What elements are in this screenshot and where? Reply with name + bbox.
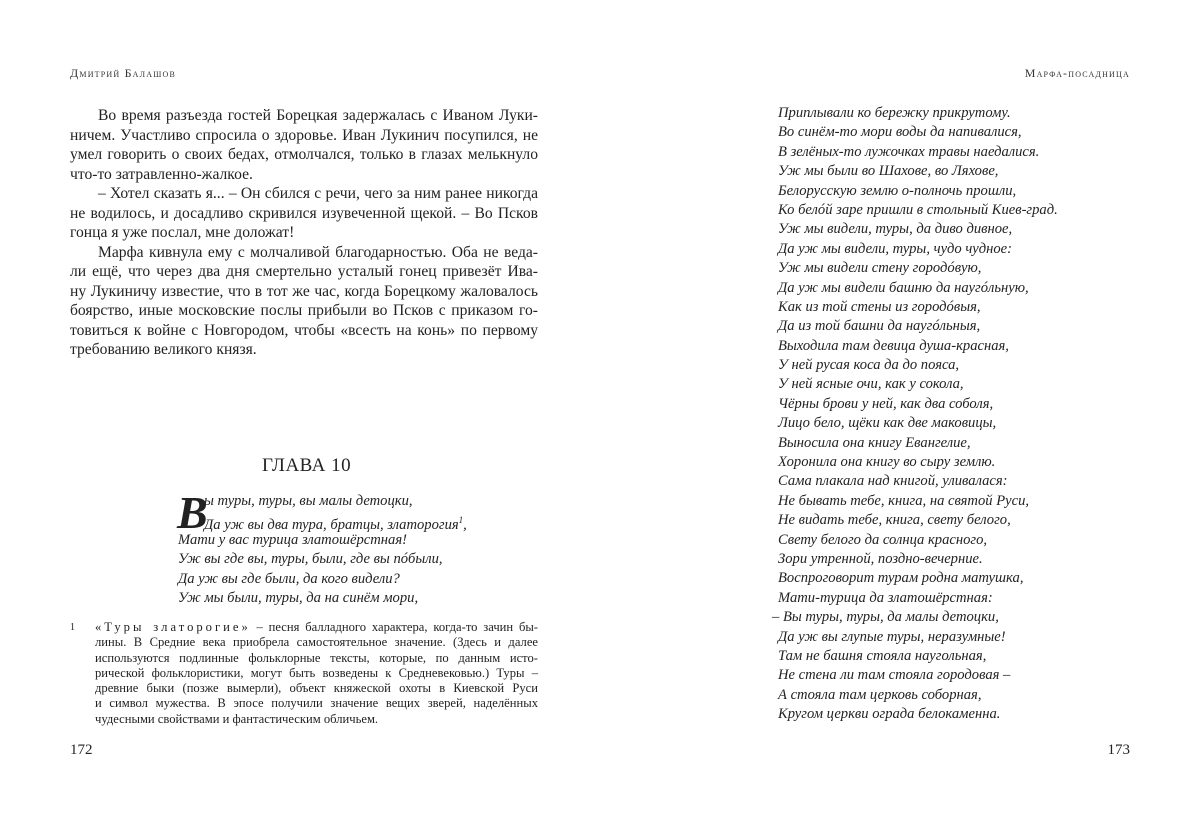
footnote-line: [95, 635, 538, 650]
verse-line: Уж мы видели, туры, да диво дивное,: [778, 221, 1013, 238]
verse-line: Сама плакала над книгой, уливалася:: [778, 473, 1008, 490]
verse-line: [178, 492, 467, 511]
verse-line: Мати-турица да златошёрстная:: [778, 589, 993, 606]
footnote-line: [95, 681, 538, 696]
footnote-line: [95, 696, 538, 711]
verse-line: Лицо бело, щёки как две маковицы,: [778, 415, 997, 432]
verse-line: У ней русая коса да до пояса,: [778, 357, 960, 374]
footnote-text: и символ мужества. В эпосе получили значение вещих зверей, наделённых: [95, 696, 538, 711]
verse-line: Да уж мы видели башню да наугóльную,: [778, 279, 1029, 296]
footnote-text: используются подлинные фольклорные тексты, которые, по данным исто-: [95, 650, 538, 665]
verse-line: [178, 589, 467, 608]
verse-line: Да из той башни да наугóльныя,: [778, 318, 981, 335]
footnote-line: [95, 712, 538, 727]
footnote-text: чудесными свойствами и фантастическим обличьем.: [95, 711, 379, 726]
verse-line: [178, 570, 467, 589]
verse-line: Уж мы видели стену городóвую,: [778, 260, 982, 277]
page-number: 172: [70, 742, 93, 758]
footnote-text: рической фольклористики, могут быть возведены к Средневековью.) Туры –: [95, 665, 538, 680]
prose-line: гонца я уже послал, мне доложат!: [70, 224, 295, 241]
footnote-marker: 1: [70, 622, 75, 633]
verse-line: – Вы туры, туры, да малы детоцки,: [772, 609, 999, 626]
running-head-title: Марфа-посадница: [1024, 66, 1130, 80]
running-head-author: Дмитрий Балашов: [70, 66, 177, 80]
verse-line: Хоронила она книгу во сыру землю.: [778, 454, 996, 471]
verse-text: ы туры, туры, вы малы детоцки,: [204, 493, 413, 509]
prose-line: ничем. Участливо спросила о здоровье. Иван Лукинич посупился, не: [70, 126, 538, 144]
prose-line: товиться к войне с Новгородом, чтобы «всесть на конь» по первому: [70, 321, 538, 339]
verse-line: Там не башня стояла наугольная,: [778, 647, 987, 664]
verse-line: Да уж мы видели, туры, чудо чудное:: [778, 240, 1012, 257]
verse-line: [178, 550, 467, 569]
prose-body: [70, 106, 538, 360]
chapter-title: ГЛАВА 10: [262, 455, 352, 476]
verse-line: Во синём-то мори воды да напивалися,: [778, 124, 1022, 141]
verse-line: Воспроговорит турам родна матушка,: [778, 570, 1024, 587]
verse-line: Белорусскую землю о-полночь прошли,: [778, 182, 1017, 199]
footnote-term: «Туры златорогие»: [95, 620, 251, 634]
verse-line: Как из той стены из городóвыя,: [778, 298, 981, 315]
verse-line: У ней ясные очи, как у сокола,: [778, 376, 964, 393]
verse-line: Свету белого да солнца красного,: [778, 531, 988, 548]
footnote-ref: 1: [458, 515, 464, 526]
right-page: [600, 0, 1200, 822]
footnote-text: лины. В Средние века приобрела самостоятельное значение. (Здесь и далее: [95, 635, 538, 650]
prose-line: ли ещё, что через два дня смертельно усталый гонец привезёт Ива-: [70, 263, 538, 280]
footnote-text: древние быки (позже вымерли), объект княжеской охоты в Киевской Руси: [95, 681, 538, 696]
verse-line: Не бывать тебе, книга, на святой Руси,: [778, 492, 1030, 509]
prose-line: не водилось, и досадливо скривился изувеченной щекой. – Во Псков: [70, 204, 538, 222]
verse-line: [178, 531, 467, 550]
page-number: 173: [1107, 742, 1130, 758]
footnote-line: [95, 666, 538, 681]
verse-line: Да уж вы глупые туры, неразумные!: [778, 628, 1006, 645]
verse-block: [772, 104, 1058, 725]
verse-line: Чёрны брови у ней, как два соболя,: [778, 395, 994, 412]
verse-line: Ко белóй заре пришли в стольный Киев-град.: [778, 201, 1058, 218]
prose-line: боярство, иные московские послы прибыли во Псков с приказом го-: [70, 302, 538, 319]
prose-line: умел говорить о своих бедах, отмолчался, только в глазах мелькнуло: [70, 146, 538, 163]
verse-line: Не видать тебе, книга, свету белого,: [778, 512, 1011, 529]
prose-line: Марфа кивнула ему с молчаливой благодарностью. Оба не веда-: [98, 243, 538, 261]
verse-line: Не стена ли там стояла городовая –: [778, 667, 1011, 684]
prose-line: – Хотел сказать я... – Он сбился с речи, чего за ним ранее никогда: [98, 185, 538, 202]
verse-text: Мати у вас турица златошёрстная!: [178, 531, 407, 548]
verse-text: Да уж вы два тура, братцы, златорогия: [204, 517, 459, 534]
verse-line: Выносила она книгу Евангелие,: [778, 434, 971, 451]
verse-line: В зелёных-то лужочках травы наедалися.: [778, 143, 1040, 160]
prose-line: что-то затравленно-жалкое.: [70, 165, 253, 183]
verse-line: Да уж вы два тура, братцы, златорогия$^1$,: [204, 515, 467, 534]
verse-text: Уж вы где вы, туры, были, где вы пóбыли,: [178, 551, 443, 568]
prose-line: требованию великого князя.: [70, 341, 257, 358]
verse-line: Кругом церкви ограда белокаменна.: [778, 706, 1001, 723]
footnote: [70, 620, 538, 727]
verse-text: Уж мы были, туры, да на синём мори,: [178, 589, 419, 606]
verse-block: [177, 487, 467, 608]
drop-cap: В: [177, 487, 208, 538]
footnote-line: [95, 620, 538, 635]
footnote-line: [95, 651, 538, 666]
verse-text: Да уж вы где были, да кого видели?: [178, 570, 400, 587]
verse-line: А стояла там церковь соборная,: [778, 686, 982, 703]
verse-line: Выходила там девица душа-красная,: [778, 337, 1009, 354]
verse-line: Зори утренной, поздно-вечерние.: [778, 550, 983, 567]
verse-line: Приплывали ко бережку прикрутому.: [778, 105, 1011, 121]
prose-line: Во время разъезда гостей Борецкая задержалась с Иваном Луки-: [98, 107, 538, 124]
prose-line: ну Лукиничу известие, что в тот же час, когда Борецкому жаловалось: [70, 282, 538, 300]
verse-line: Уж мы были во Шахове, во Ляхове,: [778, 163, 999, 180]
footnote-text: – песня балладного характера, когда-то зачин бы-: [250, 620, 539, 634]
